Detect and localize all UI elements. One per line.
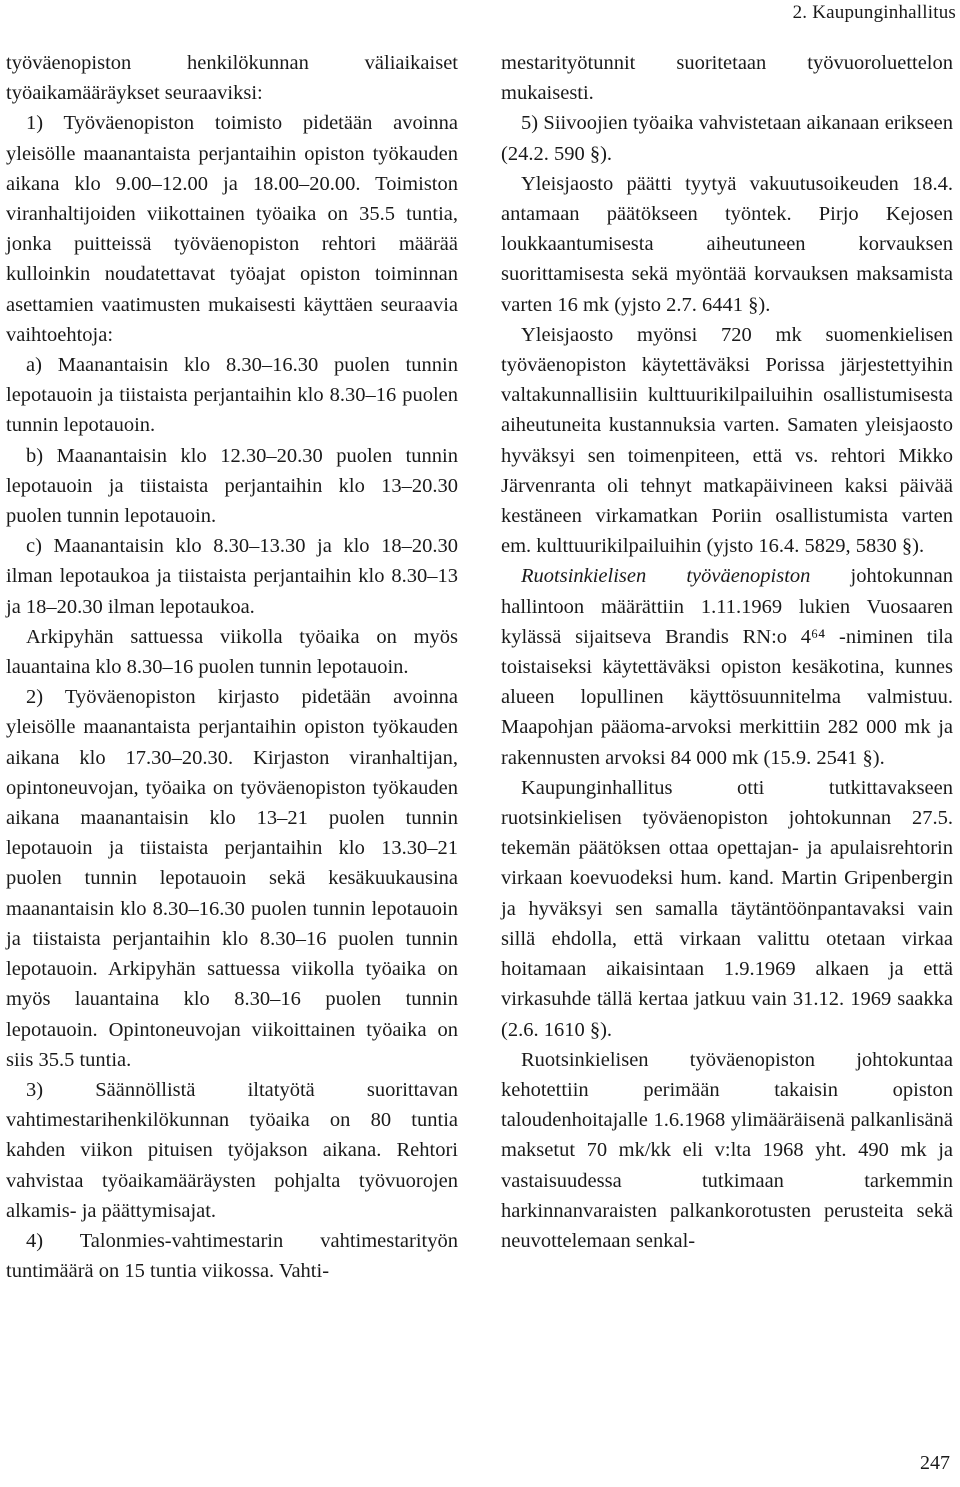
- paragraph: b) Maanantaisin klo 12.30–20.30 puolen tunnin lepotauoin ja tiistaista perjantaihin klo 13–20.30 puolen tunnin lepotauoin.: [6, 444, 458, 528]
- left-column: [6, 48, 458, 1286]
- paragraph: 4) Talonmies-vahtimestarin vahtimestarityön tuntimäärä on 15 tuntia viikossa. Vahti-: [6, 1229, 458, 1283]
- paragraph: c) Maanantaisin klo 8.30–13.30 ja klo 18–20.30 ilman lepotaukoa ja tiistaista perjantaihin klo 8.30–13 ja 18–20.30 ilman lepotaukoa.: [6, 535, 458, 618]
- paragraph: Arkipyhän sattuessa viikolla työaika on myös lauantaina klo 8.30–16 puolen tunnin lepotauoin.: [6, 625, 458, 679]
- paragraph: 5) Siivoojien työaika vahvistetaan aikanaan erikseen (24.2. 590 §).: [501, 112, 953, 165]
- paragraph: Kaupunginhallitus otti tutkittavakseen ruotsinkielisen työväenopiston johtokunnan 27.5. tekemän päätöksen ottaa opettajan- ja apulaisrehtorin virkaan koevuodeksi hum. kand. Martin Gripenbergin ja hyväksyi sen samalla täytäntöönpantavaksi vain sillä ehdolla, että virkaan valittu otetaan virkaa hoitamaan aikaisintaan 1.9.1969 alkaen ja että virkasuhde tällä kertaa jatkuu vain 31.12. 1969 saakka (2.6. 1610 §).: [501, 776, 953, 1041]
- italic-lead: Ruotsinkielisen työväenopiston: [521, 565, 811, 588]
- paragraph: 2) Työväenopiston kirjasto pidetään avoinna yleisölle maanantaista perjantaihin opiston työkauden aikana klo 17.30–20.30. Kirjaston viranhaltijan, opintoneuvojan, työaika on työväenopiston työkauden aikana maanantaisin klo 13–21 puolen tunnin lepotauoin ja tiistaista perjantaihin klo 13.30–21 puolen tunnin lepotauoin sekä kesäkuukausina maanantaisin klo 8.30–16.30 puolen tunnin lepotauoin ja tiistaista perjantaihin klo 8.30–16 puolen tunnin lepotauoin. Arkipyhän sattuessa viikolla työaika on myös lauantaina klo 8.30–16 puolen tunnin lepotauoin. Opintoneuvojan viikoittainen työaika on siis 35.5 tuntia.: [6, 686, 458, 1071]
- right-column: [501, 48, 953, 1256]
- paragraph: Ruotsinkielisen työväenopiston johtokuntaa kehotettiin perimään takaisin opiston taloudenhoitajalle 1.6.1968 ylimääräisenä palkanlisänä maksetut 70 mk/kk eli v:lta 1968 yht. 490 mk ja vastaisuudessa tutkimaan tarkemmin harkinnanvaraisten palkankorotusten perusteita sekä neuvottelemaan senkal-: [501, 1048, 953, 1252]
- paragraph: Yleisjaosto päätti tyytyä vakuutusoikeuden 18.4. antamaan päätökseen työntek. Pirjo Kejosen loukkaantumisesta aiheutuneen korvauksen suorittamisesta sekä myöntää korvauksen maksamista varten 16 mk (yjsto 2.7. 6441 §).: [501, 172, 953, 316]
- paragraph: mestarityötunnit suoritetaan työvuoroluettelon mukaisesti.: [501, 52, 953, 105]
- section-header: 2. Kaupunginhallitus: [792, 2, 956, 23]
- paragraph: a) Maanantaisin klo 8.30–16.30 puolen tunnin lepotauoin ja tiistaista perjantaihin klo 8.30–16 puolen tunnin lepotauoin.: [6, 354, 458, 437]
- paragraph: Yleisjaosto myönsi 720 mk suomenkielisen työväenopiston käytettäväksi Porissa järjestettyihin valtakunnallisiin kulttuurikilpailuihin osallistumisesta aiheutuneita kustannuksia varten. Samaten yleisjaosto hyväksyi sen toimenpiteen, että vs. rehtori Mikko Järvenranta oli tehnyt matkapäivineen kaksi päivää kestäneen virkamatkan Poriin osallistumista varten em. kulttuurikilpailuihin (yjsto 16.4. 5829, 5830 §).: [501, 323, 953, 558]
- paragraph: työväenopiston henkilökunnan väliaikaiset työaikamääräykset seuraaviksi:: [6, 52, 458, 105]
- paragraph-text: johtokunnan hallintoon määrättiin 1.11.1969 lukien Vuosaaren kylässä sijaitseva Brandis RN:o 4⁶⁴ -niminen tila toistaiseksi käytettäväksi opiston kesäkotina, kunnes alueen lopullinen käyttösuunnitelma valmistuu. Maapohjan pääoma-arvoksi merkittiin 282 000 mk ja rakennusten arvoksi 84 000 mk (15.9. 2541 §).: [501, 565, 953, 769]
- page-number: 247: [920, 1452, 950, 1474]
- paragraph-with-italic-lead: [501, 561, 953, 772]
- paragraph: 3) Säännöllistä iltatyötä suorittavan vahtimestarihenkilökunnan työaika on 80 tuntia kahden viikon pituisen työjakson aikana. Rehtori vahvistaa työaikamääräysten pohjalta työvuorojen alkamis- ja päättymisajat.: [6, 1078, 458, 1222]
- paragraph: 1) Työväenopiston toimisto pidetään avoinna yleisölle maanantaista perjantaihin opiston työkauden aikana klo 9.00–12.00 ja 18.00–20.00. Toimiston viranhaltijoiden viikottainen työaika on 35.5 tuntia, jonka puitteissä työväenopiston rehtori määrää kulloinkin noudatettavat työajat opiston toiminnan asettamien vaatimusten mukaisesti käyttäen seuraavia vaihtoehtoja:: [6, 112, 458, 346]
